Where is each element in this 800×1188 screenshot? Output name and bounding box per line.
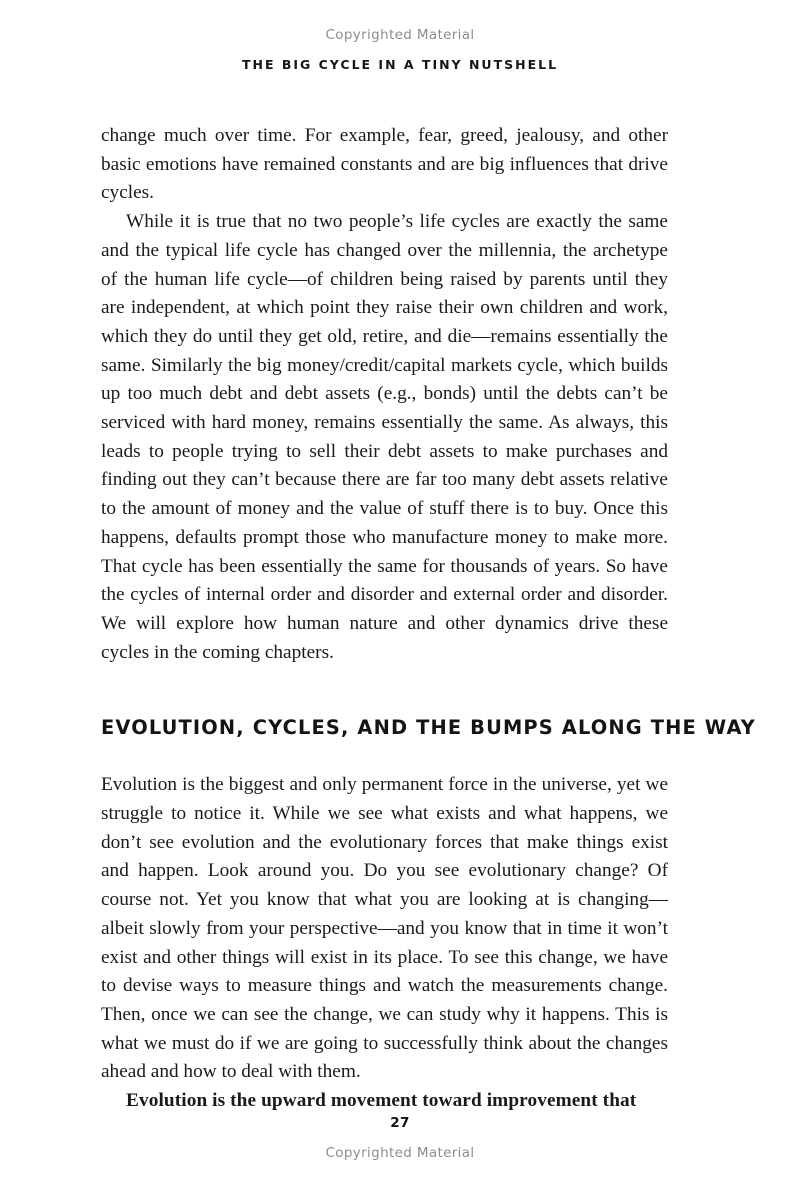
copyright-watermark-bottom: Copyrighted Material bbox=[325, 1145, 475, 1161]
paragraph-bold-lead: Evolution is the upward movement toward improvement that bbox=[126, 1090, 637, 1112]
section-heading: EVOLUTION, CYCLES, AND THE BUMPS ALONG THE WAY bbox=[101, 716, 756, 740]
paragraph-continuation: change much over time. For example, fear, greed, jealousy, and other basic emotions have remained constants and are big influences that drive cycles. bbox=[101, 125, 668, 204]
running-head: THE BIG CYCLE IN A TINY NUTSHELL bbox=[241, 57, 559, 72]
copyright-watermark-top: Copyrighted Material bbox=[325, 27, 475, 43]
text-block bbox=[101, 122, 756, 1116]
heading-spacer-below bbox=[101, 741, 668, 771]
paragraph-life-cycles: While it is true that no two people’s life cycles are exactly the same and the typical life cycle has changed over the millennia, the archetype of the human life cycle—of children being raised by parents until they are independent, at which point they raise their own children and work, which they do until they get old, retire, and die—remains essentially the same. Similarly the big money/credit/capital markets cycle, which builds up too much debt and debt assets (e.g., bonds) until the debts can’t be serviced with hard money, remains essentially the same. As always, this leads to people trying to sell their debt assets to make purchases and finding out they can’t because there are far too many debt assets relative to the amount of money and the value of stuff there is to buy. Once this happens, defaults prompt those who manufacture money to make more. That cycle has been essentially the same for thousands of years. So have the cycles of internal order and disorder and external order and disorder. We will explore how human nature and other dynamics drive these cycles in the coming chapters. bbox=[101, 211, 668, 663]
heading-spacer-above bbox=[101, 667, 668, 715]
page-number: 27 bbox=[390, 1115, 410, 1131]
paragraph-evolution: Evolution is the biggest and only permanent force in the universe, yet we struggle to notice it. While we see what exists and what happens, we don’t see evolution and the evolutionary forces that make things exist and happen. Look around you. Do you see evolutionary change? Of course not. Yet you know that what you are looking at is changing—albeit slowly from your perspective—and you know that in time it won’t exist and other things will exist in its place. To see this change, we have to devise ways to measure things and watch the measurements change. Then, once we can see the change, we can study why it happens. This is what we must do if we are going to successfully think about the changes ahead and how to deal with them. bbox=[101, 774, 668, 1083]
